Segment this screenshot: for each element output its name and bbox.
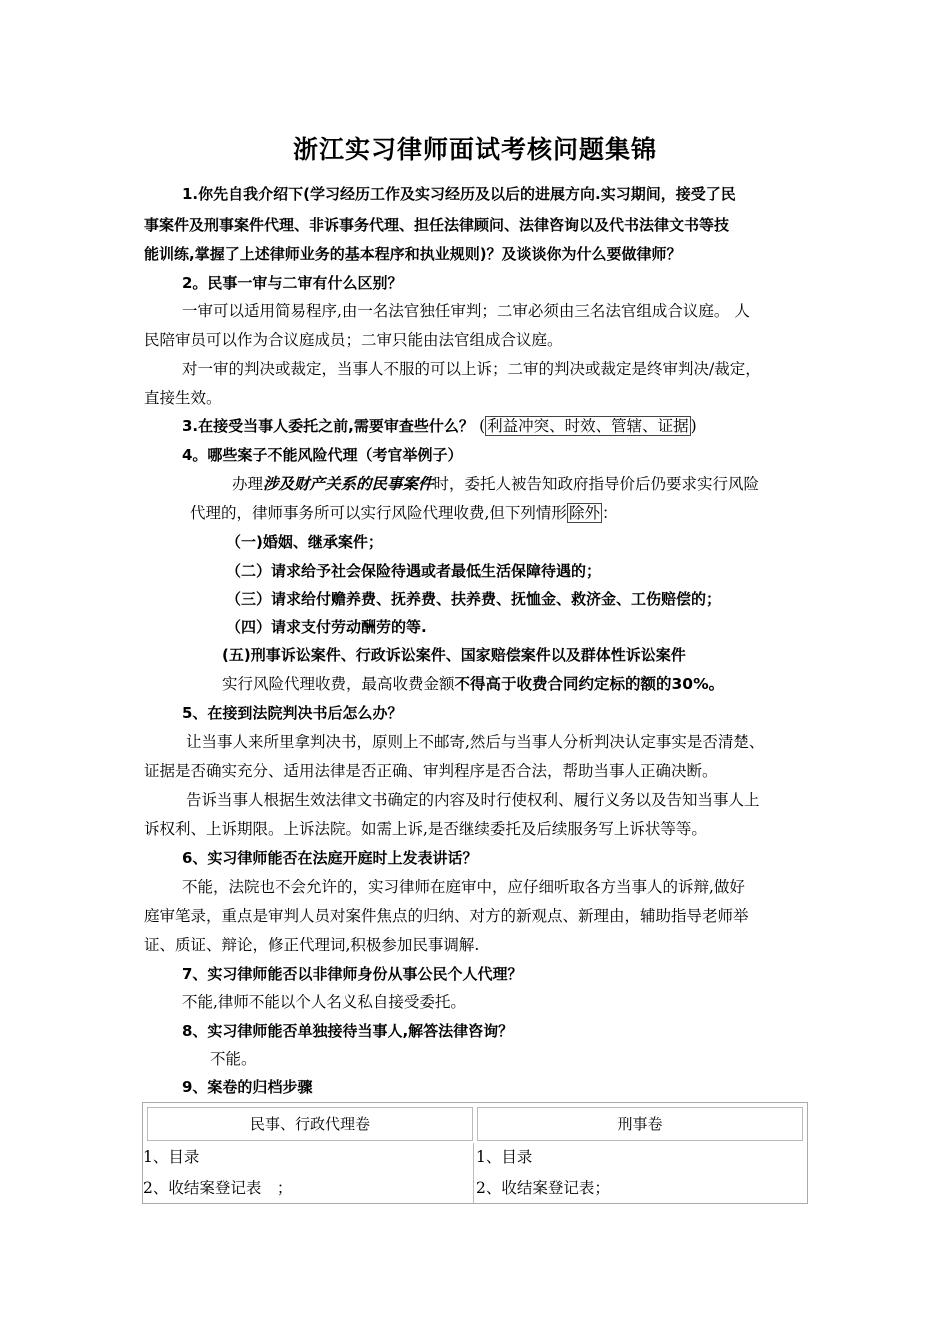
answer-4-fee-line [222, 674, 724, 694]
answer-4-line-2 [190, 503, 617, 523]
table-column-criminal [473, 1143, 807, 1203]
answer-4-line-2-post: ： [601, 504, 618, 522]
answer-6-line-3: 证、质证、辩论，修正代理词,积极参加民事调解. [144, 936, 480, 954]
answer-4-fee-bold: 不得高于收费合同约定标的额的30%。 [454, 675, 725, 693]
answer-4-item-1: （一)婚姻、继承案件； [226, 533, 383, 551]
question-9: 9、案卷的归档步骤 [182, 1078, 313, 1096]
answer-7: 不能,律师不能以个人名义私自接受委托。 [182, 993, 466, 1011]
answer-4-item-5: (五)刑事诉讼案件、行政诉讼案件、国家赔偿案件以及群体性诉讼案件 [222, 646, 686, 664]
answer-3-close-paren: ) [690, 417, 697, 435]
answer-4-intro [232, 474, 759, 494]
answer-5-para-1-line-2: 证据是否确实充分、适用法律是否正确、审判程序是否合法，帮助当事人正确决断。 [144, 762, 718, 780]
answer-4-item-3: （三）请求给付赡养费、抚养费、扶养费、抚恤金、救济金、工伤赔偿的； [226, 590, 722, 608]
answer-2-para-1-line-2: 民陪审员可以作为合议庭成员；二审只能由法官组成合议庭。 [144, 331, 563, 349]
question-3-row [182, 416, 697, 436]
answer-3-open-paren: ( [479, 417, 486, 435]
question-8: 8、实习律师能否单独接待当事人,解答法律咨询？ [182, 1022, 514, 1040]
answer-4-fee-pre: 实行风险代理收费，最高收费金额 [222, 675, 455, 693]
answer-4-item-2: （二）请求给予社会保险待遇或者最低生活保障待遇的； [226, 562, 602, 580]
civil-row-1: 1、目录 [143, 1148, 200, 1166]
answer-6-line-1: 不能，法院也不会允许的，实习律师在庭审中，应仔细听取各方当事人的诉辩,做好 [182, 878, 745, 896]
question-4: 4。哪些案子不能风险代理（考官举例子） [182, 446, 463, 464]
answer-8: 不能。 [210, 1050, 257, 1068]
answer-4-intro-post: 时，委托人被告知政府指导价后仍要求实行风险 [433, 475, 760, 493]
archive-steps-table [142, 1102, 808, 1204]
answer-4-item-4: （四）请求支付劳动酬劳的等. [226, 618, 427, 636]
question-7: 7、实习律师能否以非律师身份从事公民个人代理？ [182, 965, 523, 983]
question-1-line-1: 1.你先自我介绍下(学习经历工作及实习经历及以后的进展方向.实习期间，接受了民 [182, 185, 736, 203]
criminal-row-2: 2、收结案登记表； [476, 1179, 610, 1197]
table-column-civil [143, 1143, 473, 1203]
table-header-criminal: 刑事卷 [477, 1107, 803, 1141]
answer-3-boxed: 利益冲突、时效、管辖、证据 [487, 417, 689, 435]
question-1-line-2: 事案件及刑事案件代理、非诉事务代理、担任法律顾问、法律咨询以及代书法律文书等技 [144, 216, 730, 234]
answer-6-line-2: 庭审笔录，重点是审判人员对案件焦点的归纳、对方的新观点、新理由，辅助指导老师举 [144, 907, 749, 925]
answer-5-para-1-line-1: 让当事人来所里拿判决书，原则上不邮寄,然后与当事人分析判决认定事实是否清楚、 [186, 733, 765, 751]
answer-4-line-2-pre: 代理的，律师事务所可以实行风险代理收费,但下列情形 [190, 504, 567, 522]
table-header-civil: 民事、行政代理卷 [147, 1107, 473, 1141]
question-2: 2。民事一审与二审有什么区别？ [182, 274, 403, 292]
answer-4-exception-boxed: 除外 [568, 504, 600, 522]
question-3: 3.在接受当事人委托之前,需要审查些什么？ [182, 417, 480, 435]
answer-4-intro-emphasis: 涉及财产关系的民事案件 [263, 474, 434, 493]
answer-4-intro-pre: 办理 [232, 475, 264, 493]
answer-2-para-2-line-1: 对一审的判决或裁定，当事人不服的可以上诉；二审的判决或裁定是终审判决/裁定， [182, 360, 761, 378]
question-5: 5、在接到法院判决书后怎么办？ [182, 704, 403, 722]
answer-5-para-2-line-2: 诉权利、上诉期限。上诉法院。如需上诉,是否继续委托及后续服务写上诉状等等。 [144, 820, 707, 838]
answer-2-para-2-line-2: 直接生效。 [144, 389, 222, 407]
document-title: 浙江实习律师面试考核问题集锦 [292, 135, 657, 164]
question-1-line-3: 能训练,掌握了上述律师业务的基本程序和执业规则)？及谈谈你为什么要做律师？ [144, 245, 682, 263]
civil-row-2: 2、收结案登记表 ； [143, 1179, 293, 1197]
question-6: 6、实习律师能否在法庭开庭时上发表讲话？ [182, 849, 478, 867]
answer-2-para-1-line-1: 一审可以适用简易程序,由一名法官独任审判；二审必须由三名法官组成合议庭。 人 [182, 302, 750, 320]
criminal-row-1: 1、目录 [476, 1148, 533, 1166]
answer-5-para-2-line-1: 告诉当事人根据生效法律文书确定的内容及时行使权利、履行义务以及告知当事人上 [186, 791, 760, 809]
